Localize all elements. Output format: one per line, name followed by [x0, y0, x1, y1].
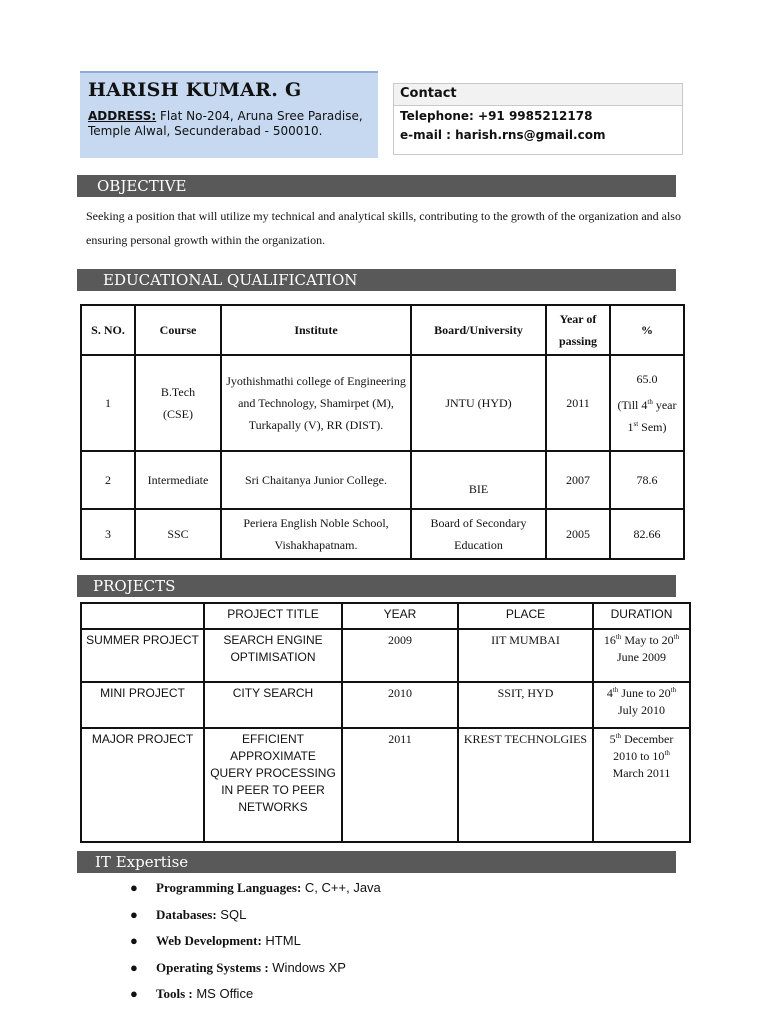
- bullet-icon: ●: [130, 986, 138, 1001]
- cell-place: KREST TECHNOLGIES: [458, 728, 593, 842]
- section-heading-education: EDUCATIONAL QUALIFICATION: [77, 269, 676, 291]
- cell-year: 2011: [546, 355, 610, 451]
- address-label: ADDRESS:: [88, 109, 157, 123]
- candidate-name: HARISH KUMAR. G: [88, 79, 302, 101]
- header-institute: Institute: [221, 305, 411, 355]
- table-row: [81, 728, 690, 842]
- list-item: [130, 983, 381, 1010]
- cell-project-title: SEARCH ENGINE OPTIMISATION: [204, 629, 342, 682]
- table-row: [81, 509, 684, 559]
- course-name: B.Tech: [160, 385, 196, 399]
- bullet-icon: ●: [130, 880, 138, 895]
- table-row: [81, 629, 690, 682]
- course-branch: (CSE): [163, 407, 193, 421]
- cell-percent: [610, 355, 684, 451]
- address-text: Flat No-204, Aruna Sree Paradise, Temple Alwal, Secunderabad - 500010.: [88, 109, 363, 138]
- cell-institute: Jyothishmathi college of Engineering and Technology, Shamirpet (M), Turkapally (V), RR (DIST).: [221, 355, 411, 451]
- cell-percent: 78.6: [610, 451, 684, 509]
- cell-board: BIE: [411, 451, 546, 509]
- cell-year: 2011: [342, 728, 458, 842]
- header-percent: %: [610, 305, 684, 355]
- header-year: YEAR: [342, 603, 458, 629]
- cell-project-title: CITY SEARCH: [204, 682, 342, 728]
- table-header-row: [81, 305, 684, 355]
- skill-value: Windows XP: [268, 959, 346, 975]
- section-heading-it-expertise: IT Expertise: [77, 851, 676, 873]
- bullet-icon: ●: [130, 906, 138, 922]
- table-header-row: [81, 603, 690, 629]
- name-address-box: [80, 71, 378, 158]
- cell-institute: Sri Chaitanya Junior College.: [221, 451, 411, 509]
- contact-telephone: Telephone: +91 9985212178: [400, 109, 593, 123]
- header-place: PLACE: [458, 603, 593, 629]
- cell-sno: 1: [81, 355, 135, 451]
- cell-sno: 3: [81, 509, 135, 559]
- header-course: Course: [135, 305, 221, 355]
- cell-year: 2010: [342, 682, 458, 728]
- skill-value: HTML: [261, 933, 301, 948]
- contact-box: [393, 83, 683, 155]
- it-expertise-list: [130, 877, 381, 1010]
- skill-value: C, C++, Java: [301, 880, 381, 895]
- contact-email: e-mail : harish.rns@gmail.com: [400, 128, 606, 142]
- cell-project-type: SUMMER PROJECT: [81, 629, 204, 682]
- skill-key: Tools :: [156, 986, 193, 1001]
- section-heading-projects: PROJECTS: [77, 575, 676, 597]
- contact-title: Contact: [394, 84, 682, 106]
- percent-note: (Till 4th year 1st Sem): [617, 398, 677, 434]
- list-item: [130, 904, 381, 931]
- table-row: [81, 355, 684, 451]
- cell-place: IIT MUMBAI: [458, 629, 593, 682]
- header-year: Year of passing: [546, 305, 610, 355]
- bullet-icon: ●: [130, 959, 138, 975]
- cell-project-type: MAJOR PROJECT: [81, 728, 204, 842]
- cell-institute: Periera English Noble School, Vishakhapatnam.: [221, 509, 411, 559]
- projects-table: [80, 602, 691, 843]
- list-item: [130, 930, 381, 957]
- education-table: [80, 304, 685, 560]
- skill-key: Web Development:: [156, 933, 262, 948]
- skill-value: SQL: [216, 906, 247, 922]
- cell-course: [135, 355, 221, 451]
- skill-key: Databases:: [156, 906, 217, 922]
- cell-year: 2005: [546, 509, 610, 559]
- header-board: Board/University: [411, 305, 546, 355]
- section-heading-objective: OBJECTIVE: [77, 175, 676, 197]
- header-blank: [81, 603, 204, 629]
- cell-duration: 4th June to 20th July 2010: [593, 682, 690, 728]
- cell-board: Board of Secondary Education: [411, 509, 546, 559]
- header-project-title: PROJECT TITLE: [204, 603, 342, 629]
- percent-value: 65.0: [636, 372, 658, 386]
- table-row: [81, 682, 690, 728]
- skill-key: Operating Systems :: [156, 959, 269, 975]
- cell-sno: 2: [81, 451, 135, 509]
- cell-year: 2007: [546, 451, 610, 509]
- list-item: [130, 957, 381, 984]
- cell-project-title: EFFICIENT APPROXIMATE QUERY PROCESSING IN PEER TO PEER NETWORKS: [204, 728, 342, 842]
- address: [88, 109, 370, 139]
- skill-value: MS Office: [192, 986, 254, 1001]
- cell-course: Intermediate: [135, 451, 221, 509]
- cell-project-type: MINI PROJECT: [81, 682, 204, 728]
- cell-duration: 16th May to 20th June 2009: [593, 629, 690, 682]
- header-duration: DURATION: [593, 603, 690, 629]
- bullet-icon: ●: [130, 933, 138, 948]
- cell-year: 2009: [342, 629, 458, 682]
- table-row: [81, 451, 684, 509]
- objective-text: Seeking a position that will utilize my technical and analytical skills, contributing to the growth of the organization and also ensuring personal growth within the organization.: [86, 209, 681, 247]
- cell-percent: 82.66: [610, 509, 684, 559]
- list-item: [130, 877, 381, 904]
- cell-course: SSC: [135, 509, 221, 559]
- header-sno: S. NO.: [81, 305, 135, 355]
- cell-board: JNTU (HYD): [411, 355, 546, 451]
- cell-duration: 5th December 2010 to 10th March 2011: [593, 728, 690, 842]
- cell-place: SSIT, HYD: [458, 682, 593, 728]
- skill-key: Programming Languages:: [156, 880, 302, 895]
